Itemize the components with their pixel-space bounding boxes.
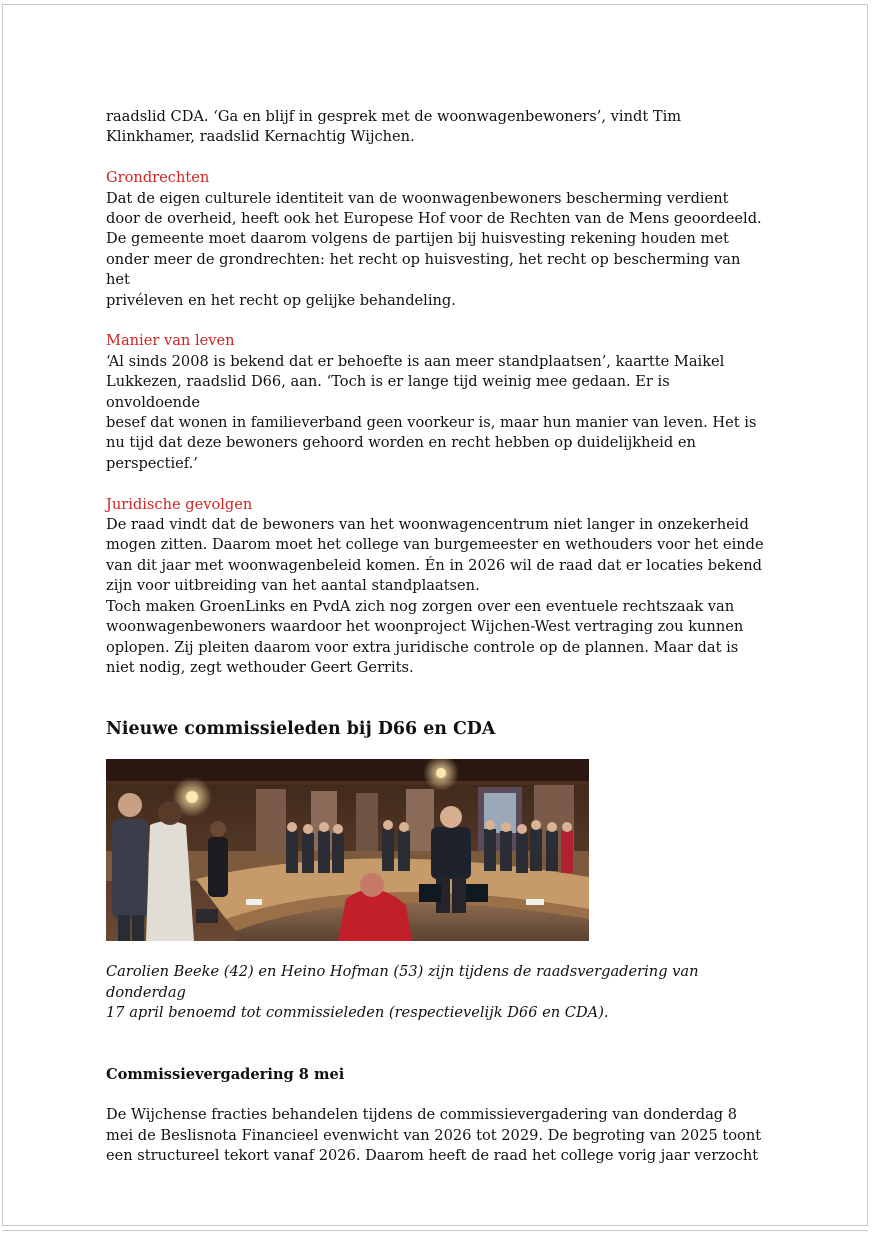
body-line: oplopen. Zij pleiten daarom voor extra juridische controle op de plannen. Maar dat is xyxy=(106,638,739,656)
body-line: Klinkhamer, raadslid Kernachtig Wijchen. xyxy=(106,128,415,146)
body-line: privéleven en het recht op gelijke behandeling. xyxy=(106,291,456,309)
body-line: perspectief.’ xyxy=(106,454,198,472)
body-line: besef dat wonen in familieverband geen voorkeur is, maar hun manier van leven. Het is xyxy=(106,414,757,432)
body-line: niet nodig, zegt wethouder Geert Gerrits. xyxy=(106,658,414,676)
subheading-manier-van-leven: Manier van leven xyxy=(106,332,235,350)
body-line: ‘Al sinds 2008 is bekend dat er behoefte is aan meer standplaatsen’, kaartte Maikel xyxy=(106,352,725,370)
body-line: een structureel tekort vanaf 2026. Daarom heeft de raad het college vorig jaar verzocht xyxy=(106,1147,759,1165)
article-title: Nieuwe commissieleden bij D66 en CDA xyxy=(106,719,496,740)
body-line: mei de Beslisnota Financieel evenwicht van 2026 tot 2029. De begroting van 2025 toont xyxy=(106,1126,762,1144)
subheading-grondrechten: Grondrechten xyxy=(106,169,210,187)
document-body xyxy=(106,107,768,1167)
body-line: nu tijd dat deze bewoners gehoord worden en recht hebben op duidelijkheid en xyxy=(106,434,696,452)
page-separator xyxy=(2,1230,868,1231)
body-line: zijn voor uitbreiding van het aantal standplaatsen. xyxy=(106,577,480,595)
body-line: mogen zitten. Daarom moet het college van burgemeester en wethouders voor het einde xyxy=(106,536,764,554)
body-line: door de overheid, heeft ook het Europese Hof voor de Rechten van de Mens geoordeeld. xyxy=(106,210,762,228)
body-line: Lukkezen, raadslid D66, aan. ‘Toch is er lange tijd weinig mee gedaan. Er is onvoldoende xyxy=(106,373,670,411)
body-line: Dat de eigen culturele identiteit van de woonwagenbewoners bescherming verdient xyxy=(106,189,729,207)
photo-caption-line: Carolien Beeke (42) en Heino Hofman (53) zijn tijdens de raadsvergadering van donderdag xyxy=(106,963,699,1001)
body-line: De raad vindt dat de bewoners van het woonwagencentrum niet langer in onzekerheid xyxy=(106,516,749,534)
photo-caption-line: 17 april benoemd tot commissieleden (respectievelijk D66 en CDA). xyxy=(106,1004,609,1022)
body-line: raadslid CDA. ‘Ga en blijf in gesprek met de woonwagenbewoners’, vindt Tim xyxy=(106,108,682,125)
body-line: onder meer de grondrechten: het recht op huisvesting, het recht op bescherming van het xyxy=(106,250,741,289)
body-line: De Wijchense fracties behandelen tijdens de commissievergadering van donderdag 8 xyxy=(106,1106,738,1124)
body-line: woonwagenbewoners waardoor het woonproject Wijchen-West vertraging zou kunnen xyxy=(106,618,744,636)
body-line: Toch maken GroenLinks en PvdA zich nog zorgen over een eventuele rechtszaak van xyxy=(106,597,735,615)
subheading-juridische-gevolgen: Juridische gevolgen xyxy=(106,495,253,513)
article-heading: Commissievergadering 8 mei xyxy=(106,1065,345,1083)
body-line: van dit jaar met woonwagenbeleid komen. Én in 2026 wil de raad dat er locaties bekend xyxy=(106,556,762,574)
council-meeting-photo xyxy=(106,759,589,941)
body-line: De gemeente moet daarom volgens de partijen bij huisvesting rekening houden met xyxy=(106,230,729,248)
